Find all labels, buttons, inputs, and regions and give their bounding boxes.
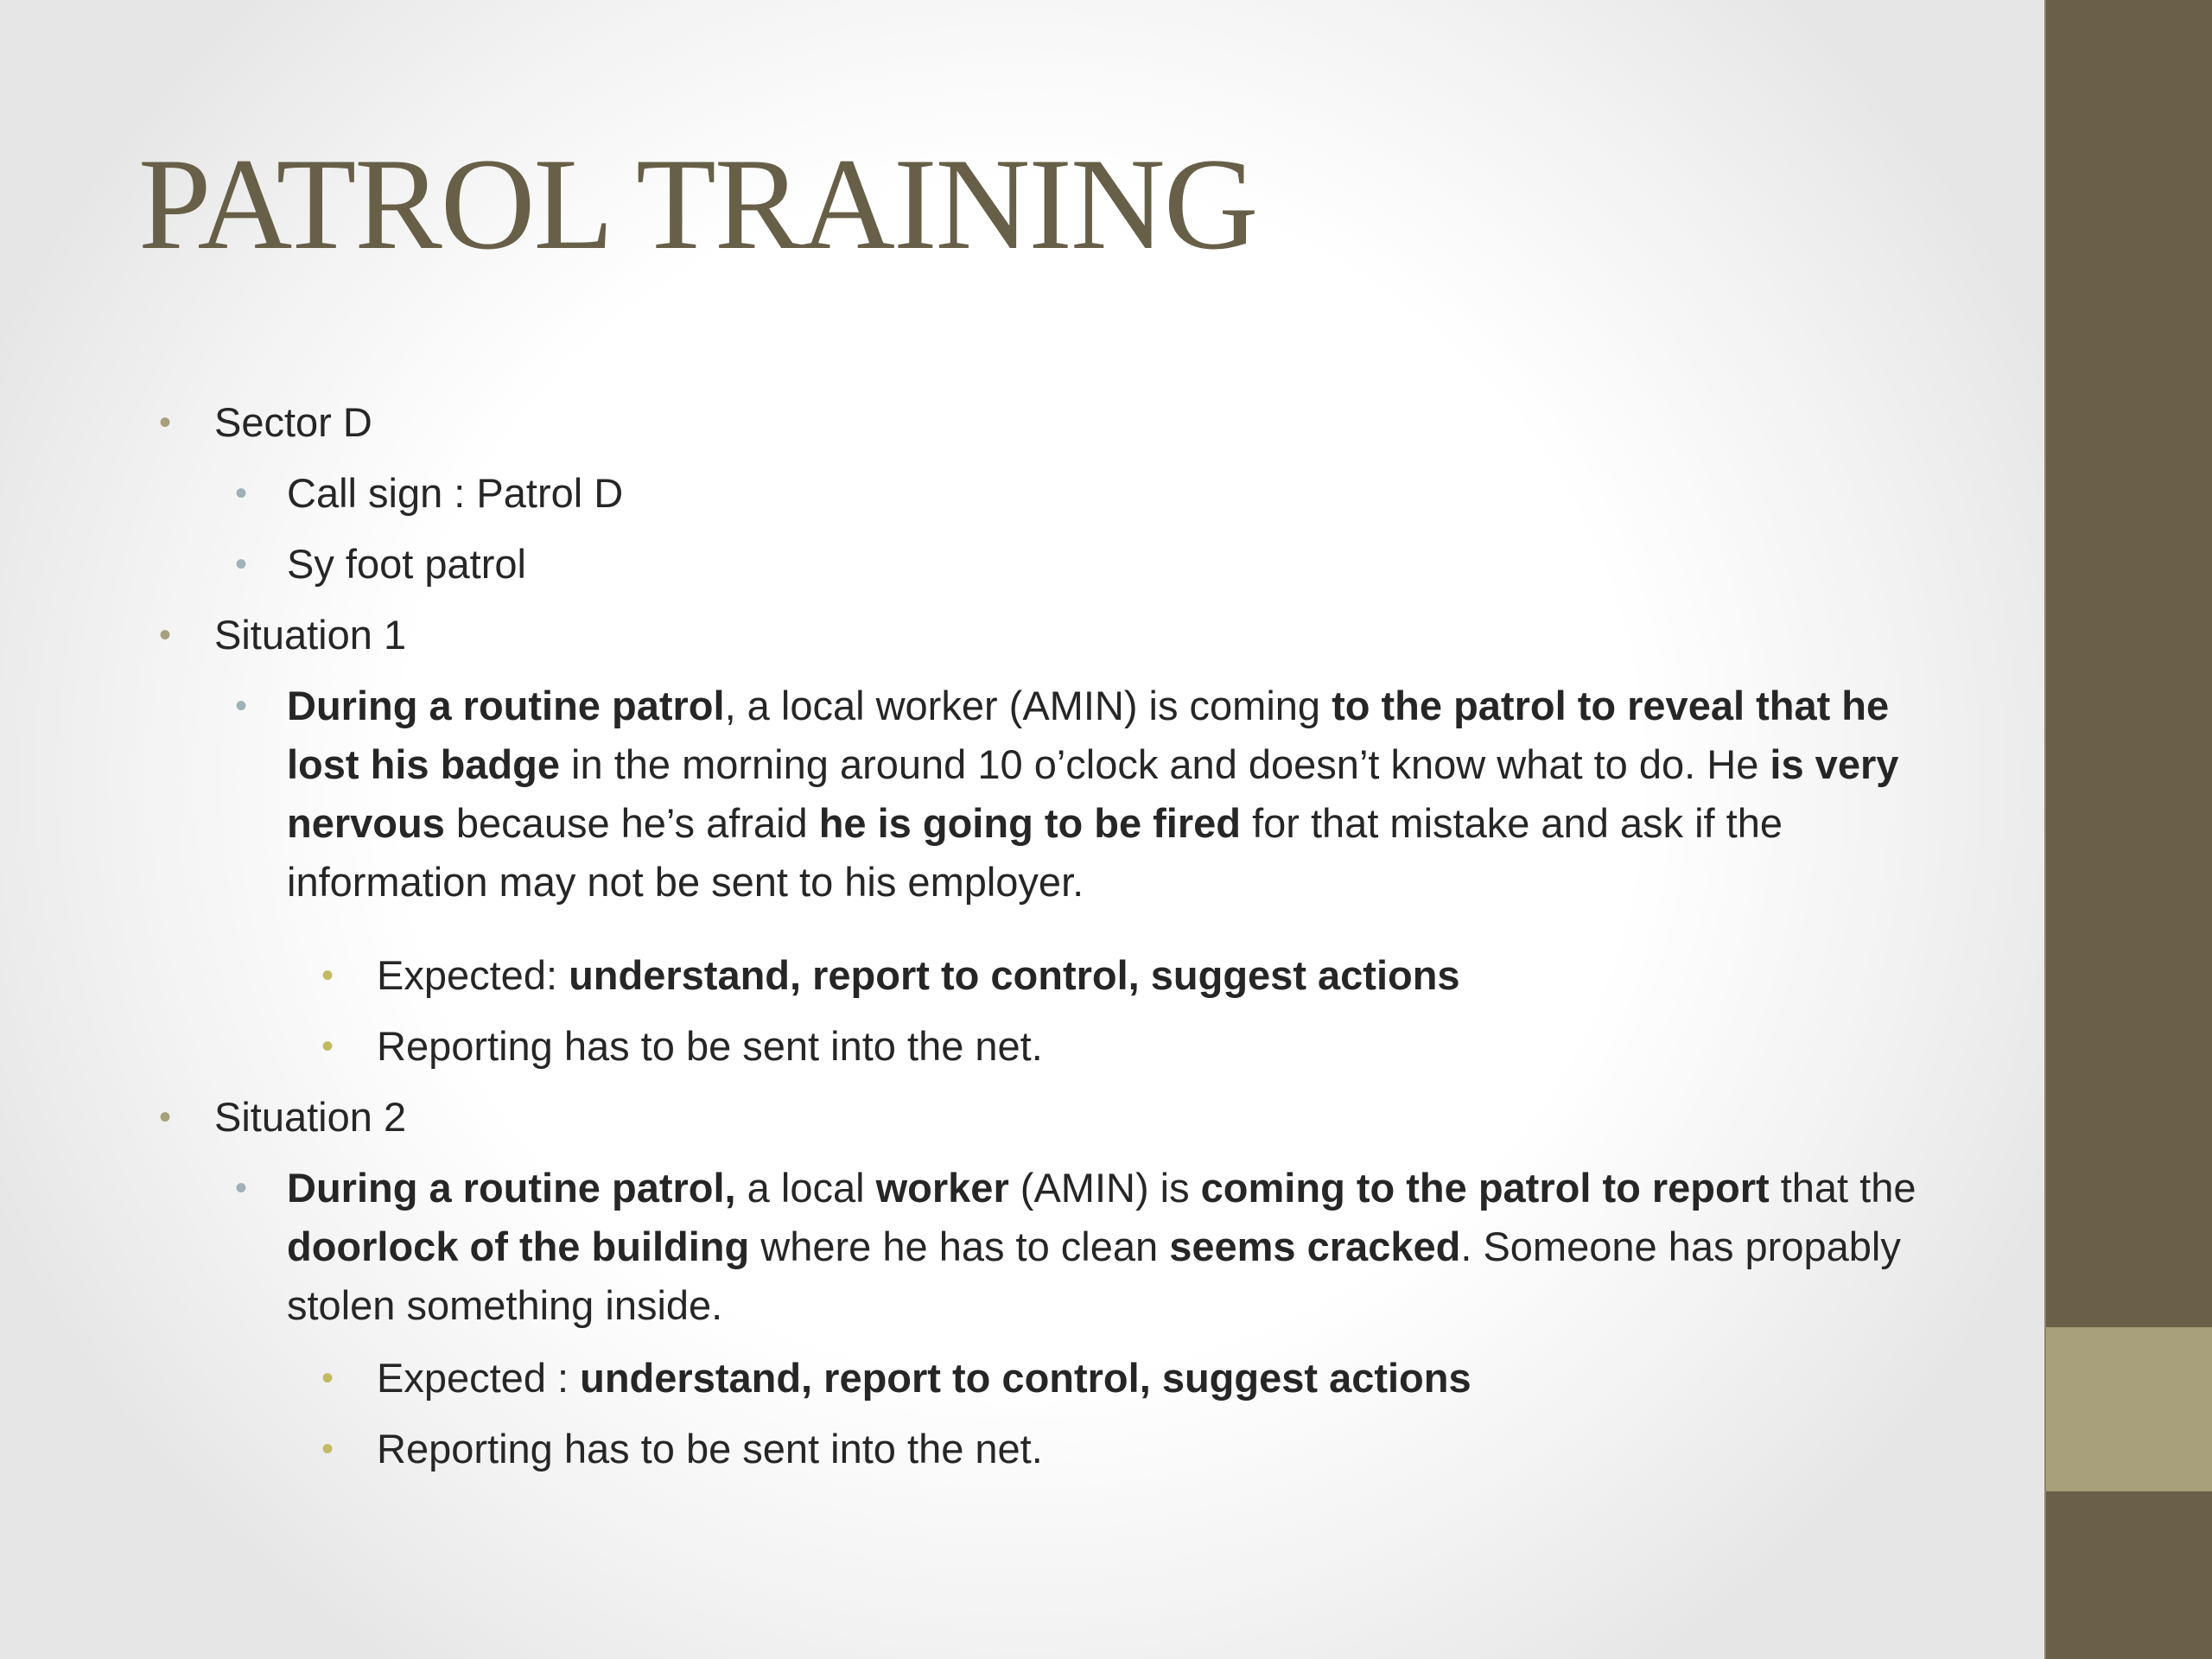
situation-1-expected — [377, 946, 1967, 1005]
text: because he’s afraid — [444, 800, 819, 846]
text: a local — [735, 1165, 876, 1211]
bullet-marker: • — [159, 616, 172, 654]
situation-1-description — [287, 677, 1955, 912]
bullet-foot-patrol: Sy foot patrol — [287, 541, 526, 587]
bullet-call-sign: Call sign : Patrol D — [287, 470, 624, 516]
text: Expected : — [377, 1355, 581, 1401]
bullet-situation-1: Situation 1 — [214, 612, 407, 658]
bullet-marker: • — [321, 1430, 334, 1468]
bullet-marker: • — [235, 687, 248, 725]
bullet-marker: • — [159, 1098, 172, 1136]
situation-2-reporting: Reporting has to be sent into the net. — [377, 1426, 1043, 1471]
bold-text: coming to the patrol to report — [1200, 1165, 1770, 1211]
side-band-accent — [2046, 1327, 2212, 1491]
bold-text: During a routine patrol, — [287, 1165, 736, 1211]
text: for that mistake and ask if the information may not be sent to his employer. — [287, 800, 1783, 905]
bold-text: understand, report to control, suggest actions — [580, 1355, 1471, 1401]
situation-2-expected — [377, 1349, 1967, 1408]
text: . Someone has propably stolen something inside. — [287, 1224, 1901, 1328]
bullet-situation-2: Situation 2 — [214, 1094, 407, 1140]
bullet-marker: • — [235, 474, 248, 512]
situation-2-description — [287, 1159, 1955, 1335]
bullet-marker: • — [235, 545, 248, 583]
bullet-marker: • — [321, 1027, 334, 1065]
bullet-marker: • — [235, 1169, 248, 1207]
bullet-marker: • — [159, 404, 172, 442]
text: where he has to clean — [749, 1224, 1170, 1269]
slide-title: PATROL TRAINING — [138, 131, 1257, 276]
bold-text: During a routine patrol — [287, 683, 725, 728]
bold-text: seems cracked — [1169, 1224, 1461, 1269]
text: , a local worker (AMIN) is coming — [724, 683, 1332, 728]
bold-text: he is going to be fired — [818, 800, 1242, 846]
situation-1-reporting: Reporting has to be sent into the net. — [377, 1023, 1043, 1069]
text: that the — [1769, 1165, 1916, 1211]
text: (AMIN) is — [1008, 1165, 1201, 1211]
text: in the morning around 10 o’clock and doesn’t know what to do. He — [560, 741, 1770, 787]
bullet-marker: • — [321, 1359, 334, 1397]
bold-text: worker — [875, 1165, 1009, 1211]
bold-text: to the patrol to reveal that he lost his badge — [287, 683, 1890, 787]
text: Expected: — [377, 952, 569, 998]
bullet-sector: Sector D — [214, 399, 372, 445]
bold-text: is very nervous — [287, 741, 1899, 846]
bold-text: doorlock of the building — [287, 1224, 750, 1269]
bullet-marker: • — [321, 957, 334, 995]
bold-text: understand, report to control, suggest actions — [569, 952, 1460, 998]
